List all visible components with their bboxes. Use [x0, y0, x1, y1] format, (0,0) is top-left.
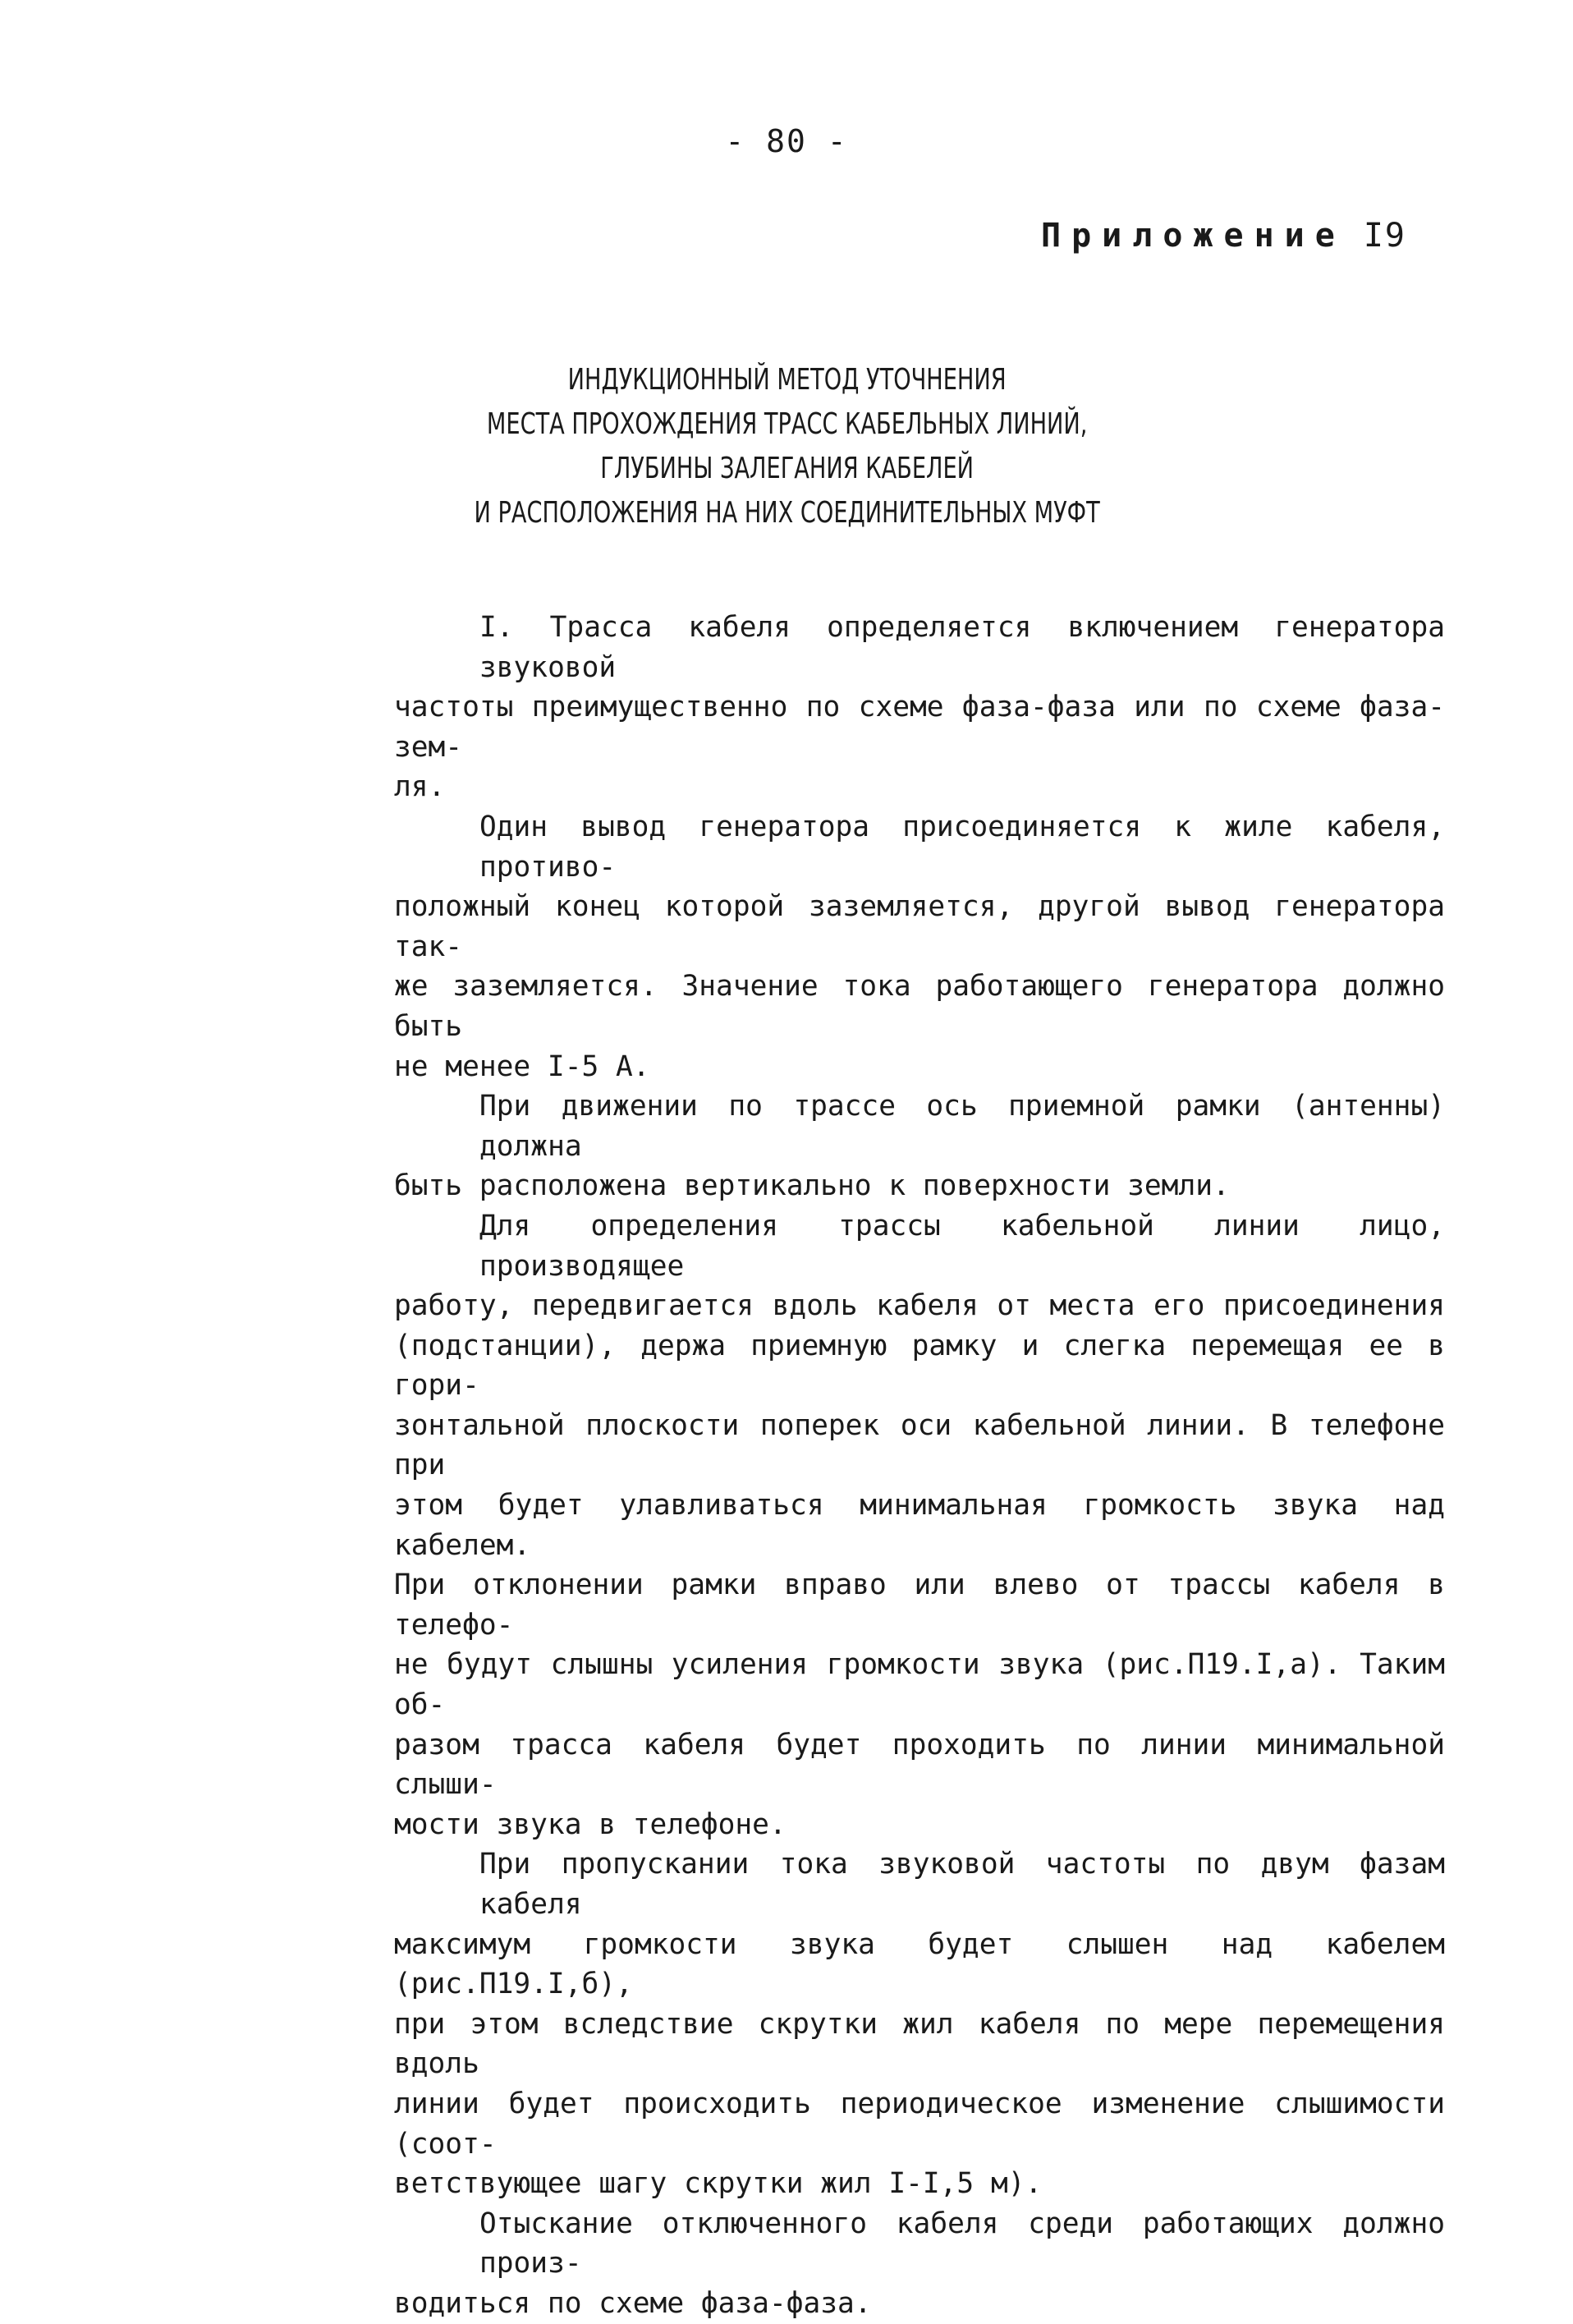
text-line: зонтальной плоскости поперек оси кабельной линии. В телефоне при	[394, 1408, 1445, 1482]
text-line: I. Трасса кабеля определяется включением генератора звуковой	[479, 611, 1445, 684]
text-line: этом будет улавливаться минимальная громкость звука над кабелем.	[394, 1489, 1445, 1562]
title-line: ГЛУБИНЫ ЗАЛЕГАНИЯ КАБЕЛЕЙ	[600, 452, 975, 485]
text-line: линии будет происходить периодическое изменение слышимости (соот-	[394, 2087, 1445, 2161]
title-line: ИНДУКЦИОННЫЙ МЕТОД УТОЧНЕНИЯ	[567, 363, 1007, 397]
text-line: Для определения трассы кабельной линии лицо, производящее	[479, 1209, 1445, 1283]
title-line: МЕСТА ПРОХОЖДЕНИЯ ТРАСС КАБЕЛЬНЫХ ЛИНИЙ,	[486, 407, 1088, 441]
text-line: не менее I-5 А.	[394, 1049, 650, 1083]
appendix-heading	[1041, 217, 1406, 255]
text-line: При отклонении рамки вправо или влево от трассы кабеля в телефо-	[394, 1568, 1445, 1642]
appendix-label: Приложение	[1041, 217, 1346, 255]
body-text	[394, 608, 1445, 2324]
text-line: не будут слышны усиления громкости звука (рис.П19.I,а). Таким об-	[394, 1648, 1445, 1722]
document-title	[126, 358, 1447, 535]
text-line: максимум громкости звука будет слышен над кабелем (рис.П19.I,б),	[394, 1927, 1445, 2001]
text-line: быть расположена вертикально к поверхности земли.	[394, 1169, 1230, 1203]
text-line: При движении по трассе ось приемной рамки (антенны) должна	[479, 1090, 1445, 1163]
text-line: мости звука в телефоне.	[394, 1807, 786, 1841]
text-line: положный конец которой заземляется, другой вывод генератора так-	[394, 890, 1445, 963]
text-line: ля.	[394, 770, 446, 804]
text-line: водиться по схеме фаза-фаза.	[394, 2286, 872, 2320]
text-line: Один вывод генератора присоединяется к жиле кабеля, противо-	[479, 810, 1445, 884]
text-line: разом трасса кабеля будет проходить по линии минимальной слыши-	[394, 1728, 1445, 1802]
text-line: ветствующее шагу скрутки жил I-I,5 м).	[394, 2167, 1043, 2201]
appendix-number: I9	[1363, 217, 1406, 255]
title-line: И РАСПОЛОЖЕНИЯ НА НИХ СОЕДИНИТЕЛЬНЫХ МУФТ	[474, 496, 1100, 530]
text-line: частоты преимущественно по схеме фаза-фаза или по схеме фаза-зем-	[394, 691, 1445, 764]
text-line: Отыскание отключенного кабеля среди работающих должно произ-	[479, 2207, 1445, 2280]
page-number: - 80 -	[725, 123, 848, 159]
text-line: при этом вследствие скрутки жил кабеля по мере перемещения вдоль	[394, 2007, 1445, 2081]
text-line: (подстанции), держа приемную рамку и слегка перемещая ее в гори-	[394, 1329, 1445, 1403]
text-line: же заземляется. Значение тока работающего генератора должно быть	[394, 970, 1445, 1043]
text-line: При пропускании тока звуковой частоты по двум фазам кабеля	[479, 1848, 1445, 1921]
text-line: работу, передвигается вдоль кабеля от места его присоединения	[394, 1289, 1445, 1323]
